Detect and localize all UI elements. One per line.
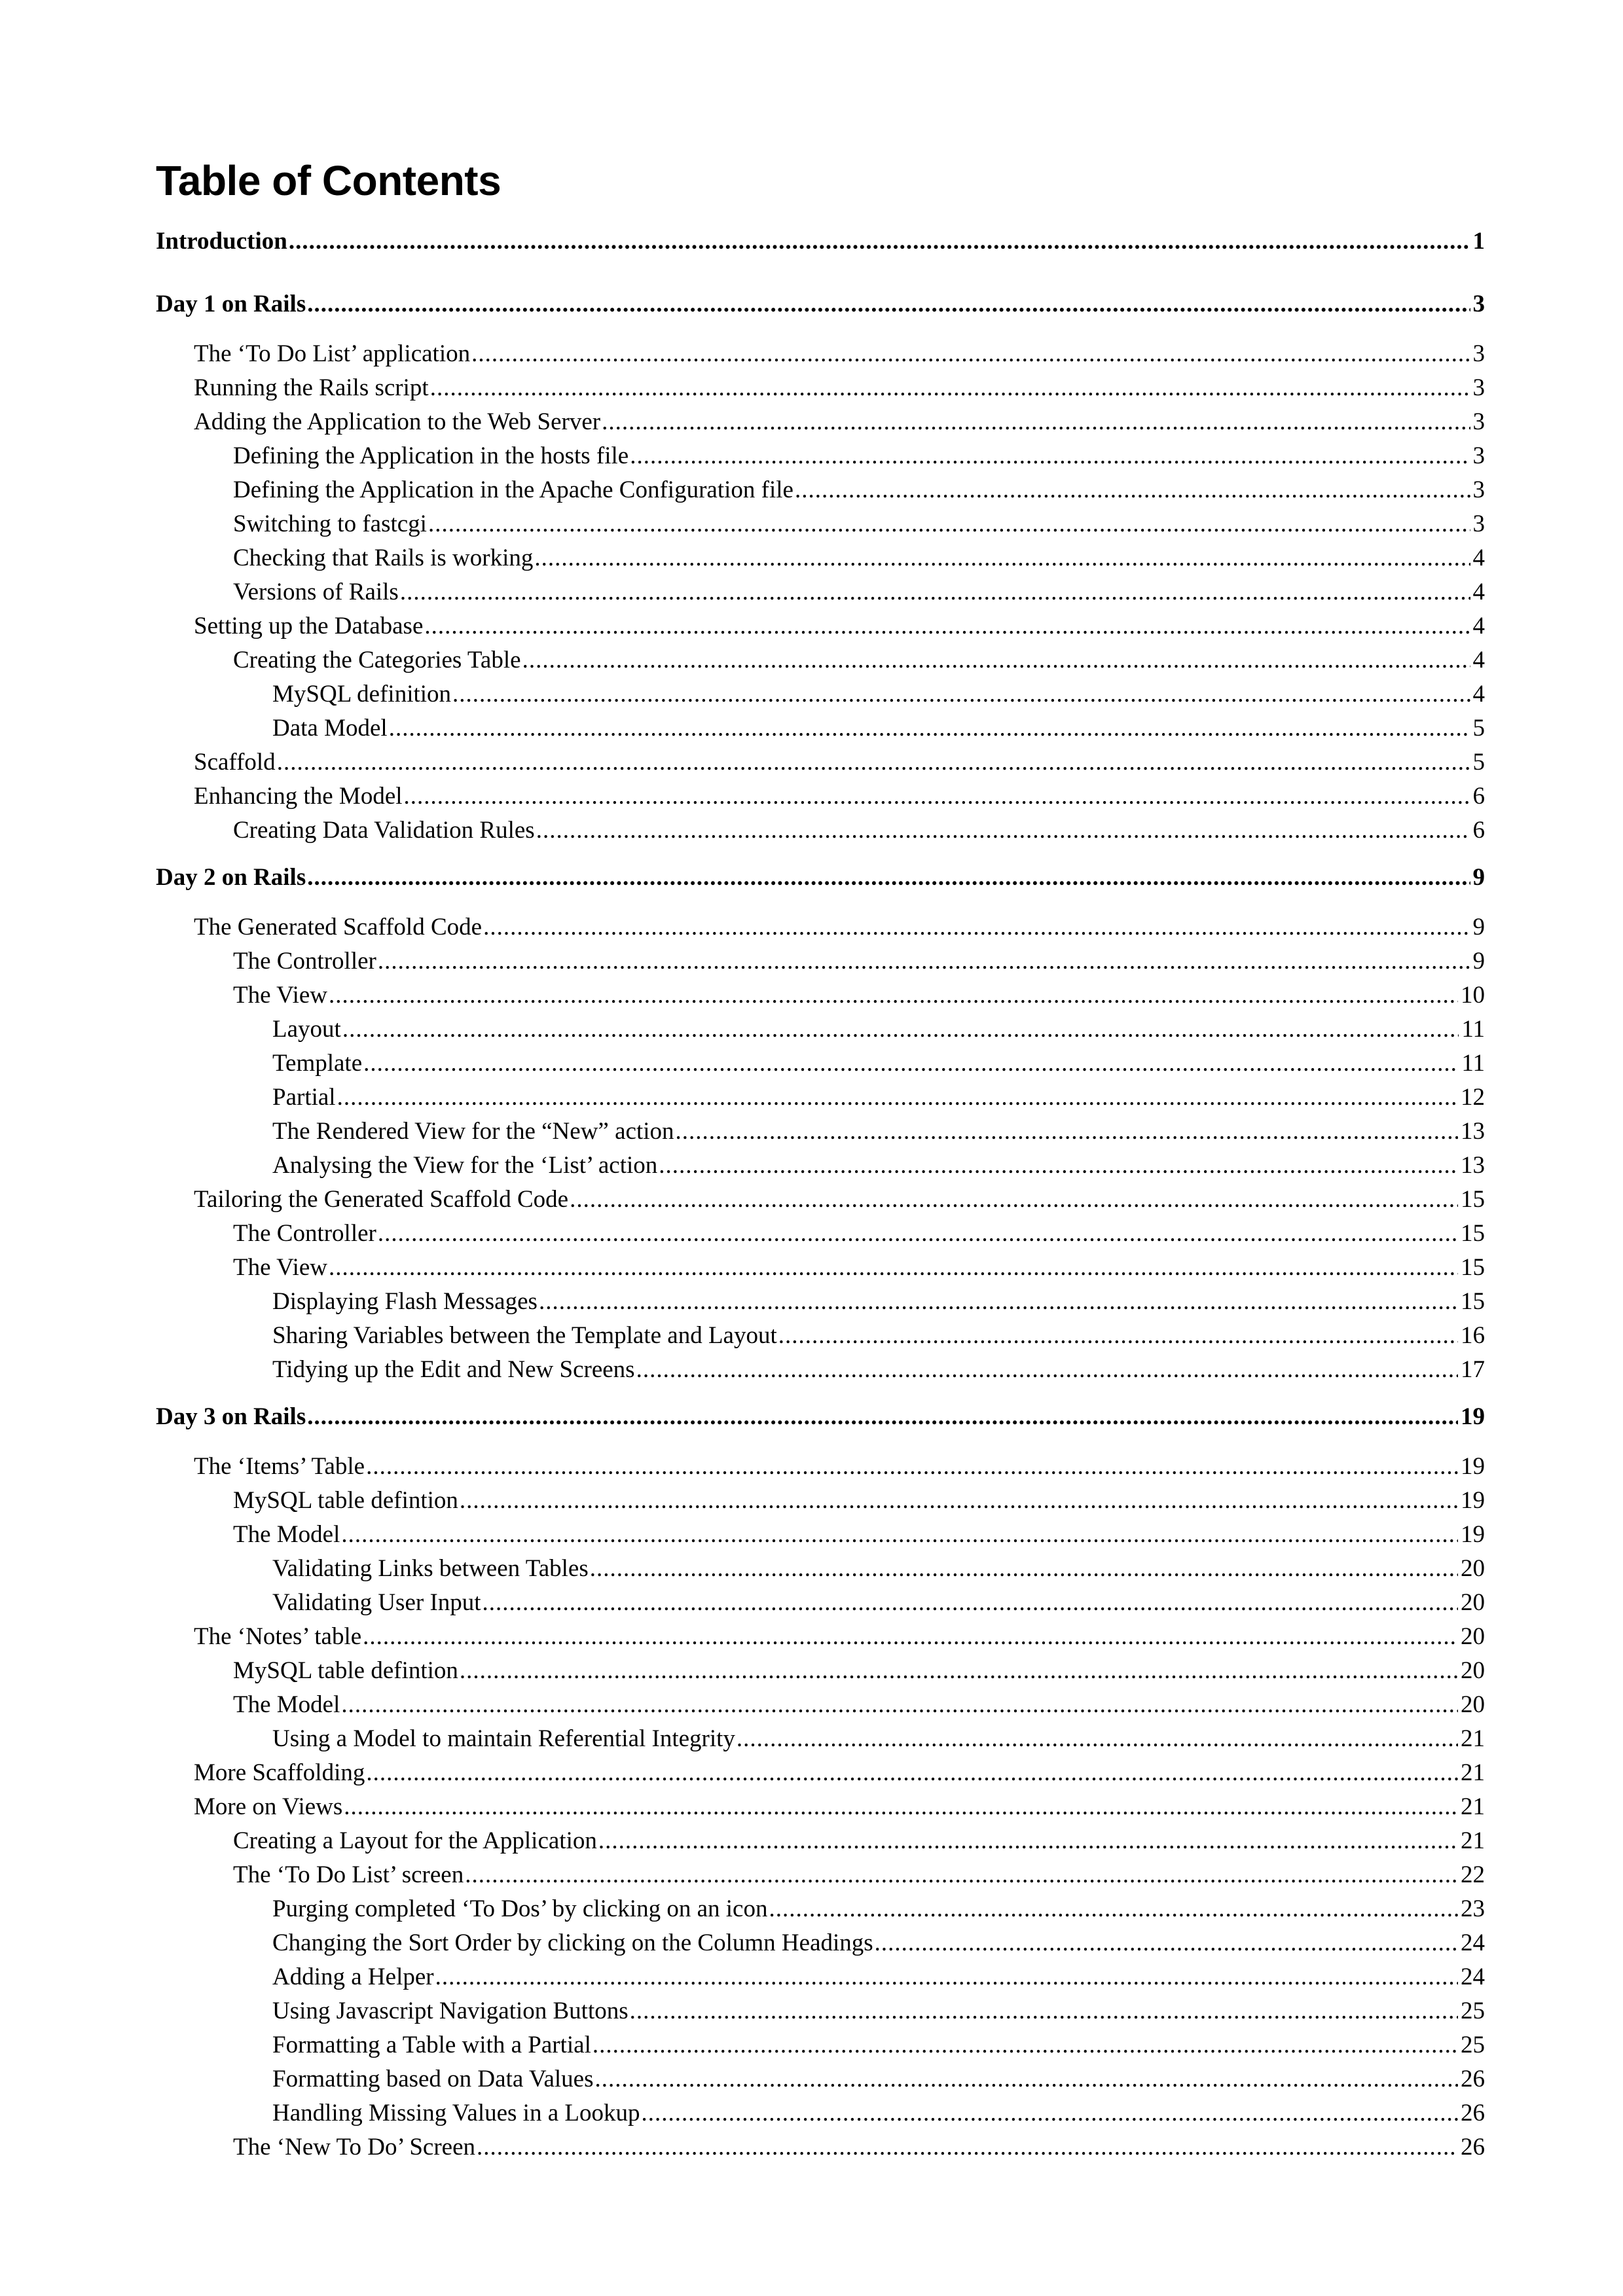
toc-page-number: 20 (1461, 1691, 1485, 1718)
toc-page-number: 11 (1461, 1050, 1485, 1077)
toc-section-entry[interactable] (156, 1790, 1485, 1824)
toc-page-number: 3 (1472, 442, 1485, 469)
page-title: Table of Contents (156, 157, 501, 204)
dot-leader (378, 1217, 1458, 1251)
toc-entry-label: Purging completed ‘To Dos’ by clicking on an icon (272, 1895, 768, 1922)
dot-leader (337, 1081, 1458, 1115)
dot-leader (430, 371, 1470, 405)
toc-page-number: 13 (1461, 1118, 1485, 1145)
dot-leader (778, 1319, 1458, 1353)
section-spacer (156, 1387, 1485, 1400)
toc-page-number: 4 (1472, 579, 1485, 605)
toc-section-entry[interactable] (156, 1217, 1485, 1251)
toc-section-entry[interactable] (156, 1450, 1485, 1484)
dot-leader (435, 1960, 1458, 1994)
toc-entry-label: Day 3 on Rails (156, 1403, 306, 1430)
toc-page-number: 10 (1461, 982, 1485, 1009)
dot-leader (534, 541, 1470, 575)
toc-section-entry[interactable] (156, 439, 1485, 473)
toc-entry-label: The Controller (233, 1220, 376, 1247)
dot-leader (428, 507, 1470, 541)
dot-leader (570, 1183, 1458, 1217)
toc-section-entry[interactable] (156, 1688, 1485, 1722)
toc-section-entry[interactable] (156, 1722, 1485, 1756)
toc-page-number: 3 (1472, 476, 1485, 503)
dot-leader (636, 1353, 1458, 1387)
toc-page-number: 19 (1461, 1403, 1485, 1430)
dot-leader (483, 1586, 1458, 1620)
toc-page-number: 26 (1461, 2134, 1485, 2161)
dot-leader (363, 1047, 1459, 1081)
toc-entry-label: Using Javascript Navigation Buttons (272, 1998, 629, 2024)
toc-page-number: 5 (1472, 715, 1485, 742)
toc-section-entry[interactable] (156, 1756, 1485, 1790)
dot-leader (630, 1994, 1458, 2028)
toc-section-entry[interactable] (156, 337, 1485, 371)
toc-page-number: 17 (1461, 1356, 1485, 1383)
toc-page-number: 3 (1472, 511, 1485, 537)
dot-leader (424, 609, 1470, 643)
toc-entry-label: Analysing the View for the ‘List’ action (272, 1152, 658, 1179)
toc-entry-label: The View (233, 1254, 328, 1281)
toc-section-entry[interactable] (156, 1149, 1485, 1183)
section-spacer (156, 848, 1485, 861)
dot-leader (630, 439, 1470, 473)
dot-leader (465, 1858, 1458, 1892)
section-spacer (156, 274, 1485, 287)
toc-section-entry[interactable] (156, 1484, 1485, 1518)
dot-leader (366, 1756, 1458, 1790)
dot-leader (366, 1450, 1458, 1484)
toc-entry-label: MySQL table defintion (233, 1487, 458, 1514)
toc-entry-label: Adding a Helper (272, 1964, 434, 1990)
toc-page-number: 3 (1472, 291, 1485, 317)
toc-page-number: 21 (1461, 1793, 1485, 1820)
dot-leader (341, 1518, 1458, 1552)
toc-section-entry[interactable] (156, 814, 1485, 848)
toc-page-number: 24 (1461, 1964, 1485, 1990)
toc-section-entry[interactable] (156, 2096, 1485, 2130)
toc-page-number: 12 (1461, 1084, 1485, 1111)
toc-entry-label: More on Views (194, 1793, 343, 1820)
toc-entry-label: The Rendered View for the “New” action (272, 1118, 674, 1145)
dot-leader (400, 575, 1470, 609)
toc-entry-label: MySQL definition (272, 681, 452, 708)
toc-section-entry[interactable] (156, 1552, 1485, 1586)
dot-leader (329, 1251, 1458, 1285)
dot-leader (389, 711, 1470, 745)
toc-section-entry[interactable] (156, 575, 1485, 609)
toc-page-number: 25 (1461, 2032, 1485, 2058)
toc-section-entry[interactable] (156, 643, 1485, 677)
toc-entry-label: Creating the Categories Table (233, 647, 521, 673)
toc-section-entry[interactable] (156, 371, 1485, 405)
toc-page-number: 9 (1472, 948, 1485, 975)
toc-entry-label: Setting up the Database (194, 613, 424, 639)
toc-entry-label: The ‘New To Do’ Screen (233, 2134, 476, 2161)
toc-page-number: 15 (1461, 1288, 1485, 1315)
toc-section-entry[interactable] (156, 473, 1485, 507)
toc-section-entry[interactable] (156, 1047, 1485, 1081)
toc-page-number: 15 (1461, 1220, 1485, 1247)
toc-section-entry[interactable] (156, 609, 1485, 643)
toc-page-number: 20 (1461, 1657, 1485, 1684)
toc-page-number: 15 (1461, 1186, 1485, 1213)
toc-section-entry[interactable] (156, 1183, 1485, 1217)
toc-entry-label: Versions of Rails (233, 579, 399, 605)
toc-entry-label: The ‘Notes’ table (194, 1623, 362, 1650)
toc-section-entry[interactable] (156, 1518, 1485, 1552)
toc-page-number: 11 (1461, 1016, 1485, 1043)
toc-entry-label: The ‘To Do List’ application (194, 340, 471, 367)
toc-entry-label: The ‘To Do List’ screen (233, 1861, 464, 1888)
toc-chapter-entry[interactable] (156, 1400, 1485, 1434)
toc-page-number: 4 (1472, 647, 1485, 673)
toc-entry-label: The Model (233, 1691, 340, 1718)
dot-leader (277, 745, 1470, 780)
dot-leader (536, 814, 1470, 848)
dot-leader (363, 1620, 1458, 1654)
toc-section-entry[interactable] (156, 1892, 1485, 1926)
dot-leader (590, 1552, 1458, 1586)
dot-leader (344, 1790, 1458, 1824)
toc-section-entry[interactable] (156, 1994, 1485, 2028)
toc-section-entry[interactable] (156, 2028, 1485, 2062)
toc-section-entry[interactable] (156, 2130, 1485, 2164)
toc-entry-label: MySQL table defintion (233, 1657, 458, 1684)
toc-page-number: 6 (1472, 817, 1485, 844)
toc-section-entry[interactable] (156, 541, 1485, 575)
dot-leader (307, 861, 1470, 895)
toc-page-number: 3 (1472, 340, 1485, 367)
dot-leader (342, 1013, 1459, 1047)
toc-page-number: 16 (1461, 1322, 1485, 1349)
toc-page-number: 5 (1472, 749, 1485, 776)
toc-entry-label: Handling Missing Values in a Lookup (272, 2100, 640, 2126)
toc-page-number: 19 (1461, 1521, 1485, 1548)
toc-section-entry[interactable] (156, 1251, 1485, 1285)
toc-page-number: 15 (1461, 1254, 1485, 1281)
toc-section-entry[interactable] (156, 1654, 1485, 1688)
toc-page-number: 20 (1461, 1555, 1485, 1582)
toc-section-entry[interactable] (156, 944, 1485, 978)
dot-leader (483, 910, 1470, 944)
toc-section-entry[interactable] (156, 1824, 1485, 1858)
toc-entry-label: Enhancing the Model (194, 783, 403, 810)
toc-page-number: 4 (1472, 545, 1485, 571)
toc-page-number: 19 (1461, 1453, 1485, 1480)
toc-section-entry[interactable] (156, 2062, 1485, 2096)
toc-entry-label: Adding the Application to the Web Server (194, 408, 601, 435)
dot-leader (460, 1654, 1458, 1688)
toc-page-number: 13 (1461, 1152, 1485, 1179)
dot-leader (676, 1115, 1459, 1149)
toc-entry-label: The ‘Items’ Table (194, 1453, 365, 1480)
dot-leader (642, 2096, 1459, 2130)
toc-entry-label: Day 1 on Rails (156, 291, 306, 317)
toc-entry-label: Tidying up the Edit and New Screens (272, 1356, 635, 1383)
table-of-contents (156, 224, 1485, 2164)
toc-entry-label: Introduction (156, 228, 287, 255)
toc-section-entry[interactable] (156, 1285, 1485, 1319)
toc-entry-label: Defining the Application in the hosts file (233, 442, 629, 469)
toc-entry-label: Checking that Rails is working (233, 545, 534, 571)
toc-page-number: 9 (1472, 914, 1485, 941)
toc-entry-label: The Controller (233, 948, 376, 975)
dot-leader (522, 643, 1470, 677)
dot-leader (593, 2028, 1458, 2062)
toc-page-number: 19 (1461, 1487, 1485, 1514)
dot-leader (595, 2062, 1458, 2096)
toc-page-number: 21 (1461, 1725, 1485, 1752)
toc-section-entry[interactable] (156, 1926, 1485, 1960)
toc-page-number: 1 (1472, 228, 1485, 255)
toc-entry-label: Creating Data Validation Rules (233, 817, 535, 844)
dot-leader (341, 1688, 1458, 1722)
toc-entry-label: Day 2 on Rails (156, 864, 306, 891)
toc-section-entry[interactable] (156, 1858, 1485, 1892)
toc-page-number: 20 (1461, 1623, 1485, 1650)
toc-entry-label: Switching to fastcgi (233, 511, 427, 537)
toc-page-number: 4 (1472, 613, 1485, 639)
toc-page-number: 24 (1461, 1929, 1485, 1956)
dot-leader (477, 2130, 1458, 2164)
toc-section-entry[interactable] (156, 711, 1485, 745)
toc-entry-label: Running the Rails script (194, 374, 429, 401)
toc-entry-label: Changing the Sort Order by clicking on the Column Headings (272, 1929, 873, 1956)
toc-entry-label: Formatting a Table with a Partial (272, 2032, 591, 2058)
toc-entry-label: Using a Model to maintain Referential Integrity (272, 1725, 735, 1752)
toc-section-entry[interactable] (156, 507, 1485, 541)
toc-page-number: 21 (1461, 1759, 1485, 1786)
toc-entry-label: Validating User Input (272, 1589, 481, 1616)
toc-section-entry[interactable] (156, 780, 1485, 814)
toc-section-entry[interactable] (156, 1081, 1485, 1115)
toc-section-entry[interactable] (156, 1013, 1485, 1047)
toc-entry-label: The View (233, 982, 328, 1009)
toc-entry-label: More Scaffolding (194, 1759, 365, 1786)
dot-leader (875, 1926, 1458, 1960)
toc-page-number: 22 (1461, 1861, 1485, 1888)
toc-page-number: 3 (1472, 408, 1485, 435)
dot-leader (329, 978, 1458, 1013)
dot-leader (737, 1722, 1458, 1756)
toc-page-number: 9 (1472, 864, 1485, 891)
dot-leader (289, 224, 1470, 259)
dot-leader (460, 1484, 1458, 1518)
toc-chapter-entry[interactable] (156, 287, 1485, 321)
toc-page-number: 26 (1461, 2100, 1485, 2126)
dot-leader (659, 1149, 1458, 1183)
toc-entry-label: Partial (272, 1084, 336, 1111)
dot-leader (602, 405, 1470, 439)
toc-page-number: 26 (1461, 2066, 1485, 2092)
toc-page-number: 20 (1461, 1589, 1485, 1616)
toc-page-number: 4 (1472, 681, 1485, 708)
toc-entry-label: Scaffold (194, 749, 276, 776)
dot-leader (471, 337, 1470, 371)
toc-chapter-entry[interactable] (156, 861, 1485, 895)
toc-section-entry[interactable] (156, 1620, 1485, 1654)
toc-page-number: 21 (1461, 1827, 1485, 1854)
toc-entry-label: Template (272, 1050, 363, 1077)
toc-entry-label: Sharing Variables between the Template and Layout (272, 1322, 777, 1349)
toc-entry-label: The Model (233, 1521, 340, 1548)
toc-section-entry[interactable] (156, 978, 1485, 1013)
toc-entry-label: Layout (272, 1016, 341, 1043)
toc-entry-label: Displaying Flash Messages (272, 1288, 538, 1315)
toc-section-entry[interactable] (156, 1960, 1485, 1994)
toc-section-entry[interactable] (156, 1115, 1485, 1149)
dot-leader (452, 677, 1470, 711)
dot-leader (539, 1285, 1458, 1319)
toc-section-entry[interactable] (156, 745, 1485, 780)
toc-section-entry[interactable] (156, 405, 1485, 439)
dot-leader (378, 944, 1470, 978)
toc-entry-label: Formatting based on Data Values (272, 2066, 594, 2092)
toc-page-number: 6 (1472, 783, 1485, 810)
toc-page-number: 23 (1461, 1895, 1485, 1922)
toc-entry-label: Defining the Application in the Apache Configuration file (233, 476, 793, 503)
toc-entry-label: Validating Links between Tables (272, 1555, 589, 1582)
toc-page-number: 25 (1461, 1998, 1485, 2024)
dot-leader (404, 780, 1470, 814)
toc-section-entry[interactable] (156, 1586, 1485, 1620)
toc-section-entry[interactable] (156, 677, 1485, 711)
toc-entry-label: The Generated Scaffold Code (194, 914, 483, 941)
toc-entry-label: Tailoring the Generated Scaffold Code (194, 1186, 569, 1213)
dot-leader (795, 473, 1470, 507)
toc-section-entry[interactable] (156, 1353, 1485, 1387)
toc-section-entry[interactable] (156, 910, 1485, 944)
toc-section-entry[interactable] (156, 1319, 1485, 1353)
dot-leader (307, 287, 1470, 321)
toc-page-number: 3 (1472, 374, 1485, 401)
dot-leader (598, 1824, 1458, 1858)
toc-entry-label: Creating a Layout for the Application (233, 1827, 597, 1854)
dot-leader (307, 1400, 1458, 1434)
toc-entry-label: Data Model (272, 715, 388, 742)
toc-chapter-entry[interactable] (156, 224, 1485, 259)
dot-leader (769, 1892, 1458, 1926)
